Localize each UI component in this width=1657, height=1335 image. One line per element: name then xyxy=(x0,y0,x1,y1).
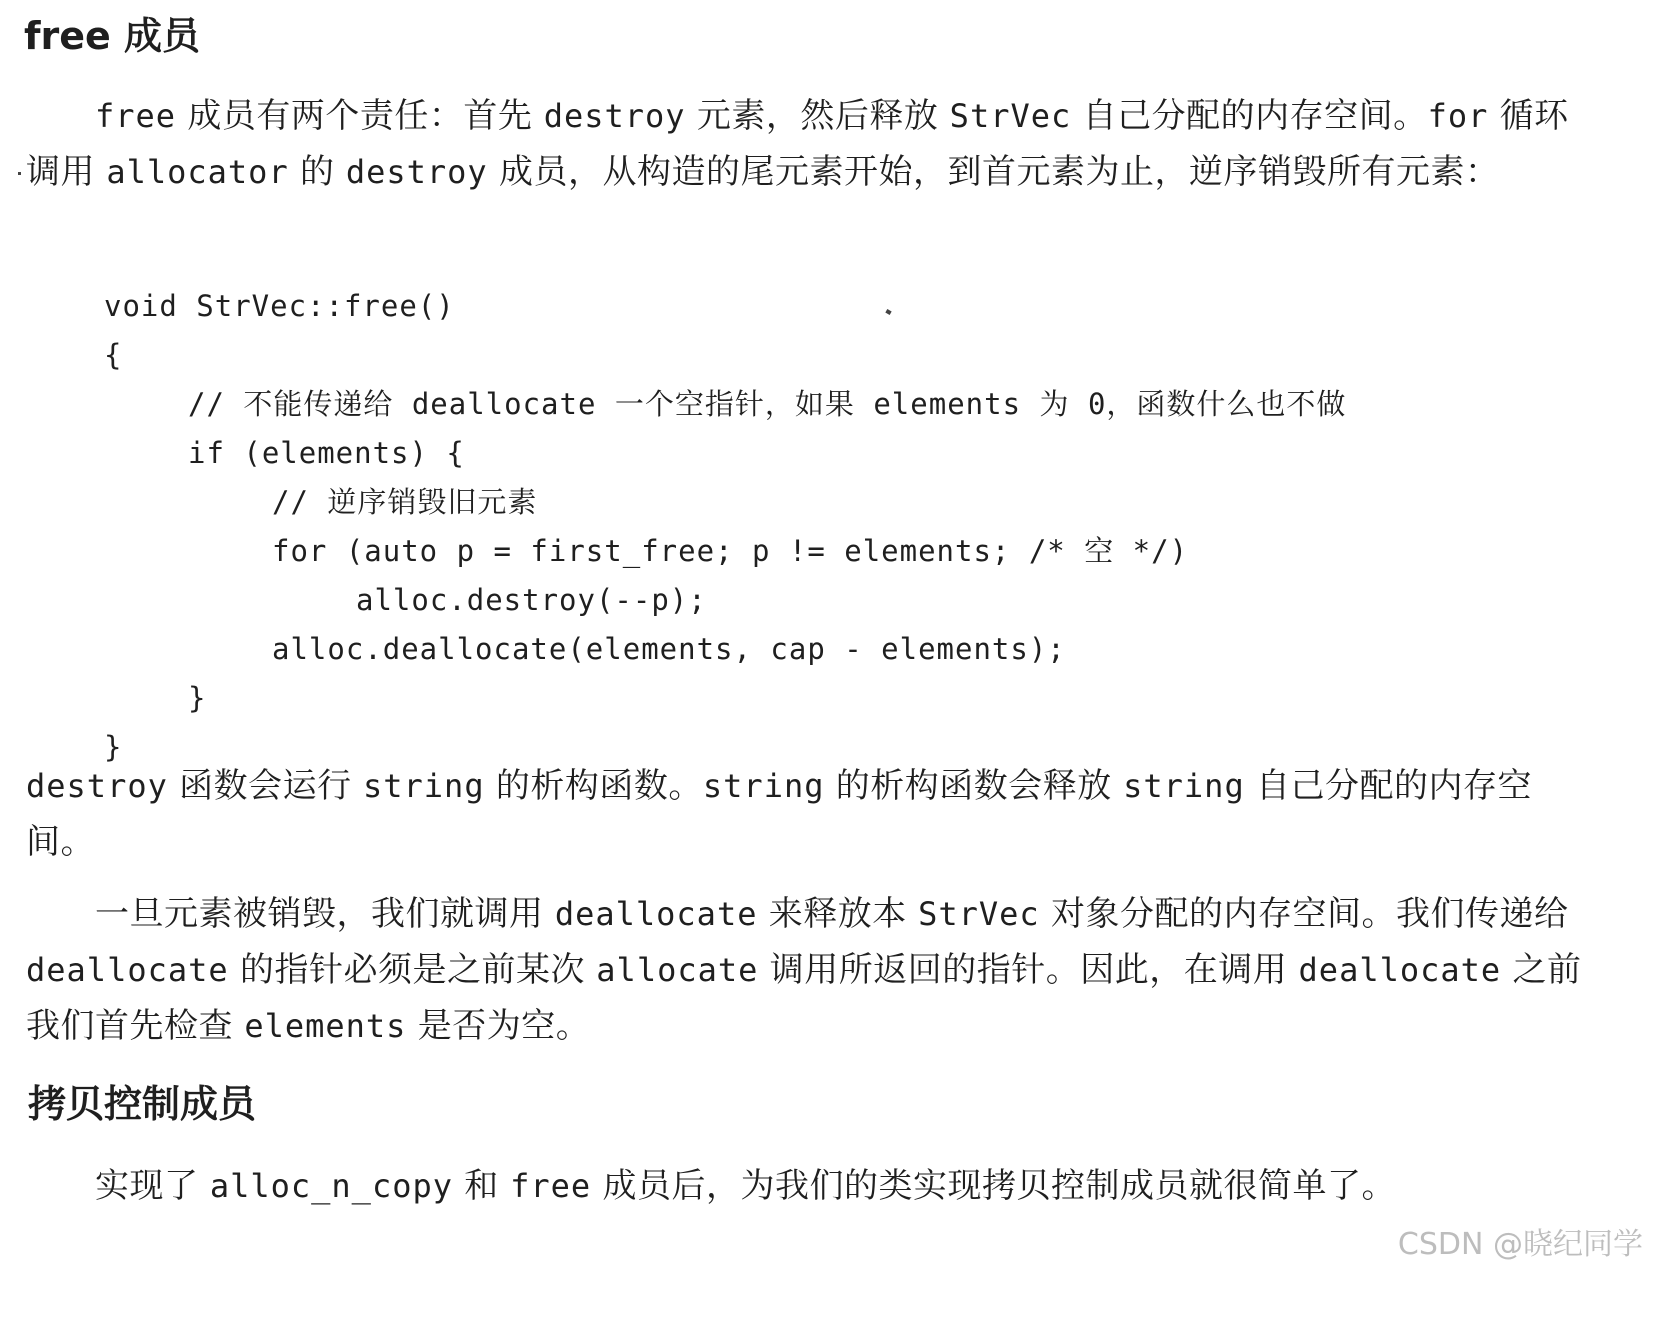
inline-code: deallocate xyxy=(1298,951,1502,989)
prose-text: 的指针必须是之前某次 xyxy=(228,950,597,990)
inline-code: deallocate xyxy=(26,951,229,989)
inline-code: elements xyxy=(244,1007,407,1045)
code-line: alloc.deallocate(elements, cap - elements); xyxy=(272,632,1066,666)
prose-text: 成员后，为我们的类实现拷贝控制成员就很简单了。 xyxy=(591,1166,1396,1206)
prose-text: 的 xyxy=(288,152,346,192)
inline-code: for xyxy=(1427,97,1489,135)
prose-text: 的析构函数。 xyxy=(484,766,703,806)
section-heading-copy-control: 拷贝控制成员 xyxy=(28,1082,257,1126)
code-line: for (auto p = first_free; p != elements; /* 空 */) xyxy=(272,534,1189,568)
scan-speck xyxy=(18,172,21,175)
inline-code: deallocate xyxy=(554,895,758,933)
prose-text: 循环调用 xyxy=(26,96,1569,192)
section-heading-free: free 成员 xyxy=(24,14,201,58)
code-line: } xyxy=(188,681,207,715)
prose-text: 元素，然后释放 xyxy=(685,96,950,136)
prose-text: 和 xyxy=(453,1166,511,1206)
inline-code: string xyxy=(702,767,825,805)
prose-text: 成员有两个责任：首先 xyxy=(176,96,544,136)
code-line: alloc.destroy(--p); xyxy=(356,583,707,617)
prose-text: 函数会运行 xyxy=(167,766,363,806)
prose-text: 对象分配的内存空间。我们传递给 xyxy=(1039,894,1569,934)
inline-code: allocator xyxy=(106,153,289,191)
paragraph-deallocate xyxy=(26,886,1586,1054)
inline-code: alloc_n_copy xyxy=(209,1167,453,1205)
inline-code: destroy xyxy=(345,153,488,191)
code-line: { xyxy=(104,338,123,372)
prose-text: 是否为空。 xyxy=(406,1006,591,1046)
inline-code: StrVec xyxy=(918,895,1040,933)
paragraph-free-intro xyxy=(26,88,1586,200)
code-line: if (elements) { xyxy=(188,436,465,470)
prose-text: 实现了 xyxy=(26,1166,210,1206)
inline-code: free xyxy=(95,97,177,135)
csdn-watermark: CSDN @晓纪同学 xyxy=(1397,1227,1643,1262)
prose-text: 的析构函数会释放 xyxy=(824,766,1124,806)
inline-code: destroy xyxy=(26,767,168,805)
code-line: // 逆序销毁旧元素 xyxy=(272,485,538,519)
paragraph-copy-control xyxy=(26,1158,1586,1214)
inline-code: string xyxy=(1123,767,1245,805)
paragraph-destroy-string xyxy=(26,758,1586,870)
code-line: void StrVec::free() xyxy=(104,289,455,323)
prose-text: 之前我们首先检查 xyxy=(26,950,1582,1046)
prose-text: 成员，从构造的尾元素开始，到首元素为止，逆序销毁所有元素： xyxy=(487,152,1500,192)
code-line: // 不能传递给 deallocate 一个空指针，如果 elements 为 0，函数什么也不做 xyxy=(188,387,1347,421)
inline-code: destroy xyxy=(543,97,686,135)
inline-code: StrVec xyxy=(949,97,1072,135)
prose-text xyxy=(26,96,95,136)
inline-code: free xyxy=(510,1167,592,1205)
inline-code: string xyxy=(362,767,485,805)
code-line: } xyxy=(104,730,123,764)
prose-text: 一旦元素被销毁，我们就调用 xyxy=(26,894,555,934)
prose-text: 调用所返回的指针。因此，在调用 xyxy=(758,950,1299,990)
prose-text: 来释放本 xyxy=(757,894,919,934)
inline-code: allocate xyxy=(596,951,759,989)
prose-text: 自己分配的内存空间。 xyxy=(26,766,1533,862)
code-block-strvec-free xyxy=(104,282,1346,772)
prose-text: 自己分配的内存空间。 xyxy=(1071,96,1428,136)
